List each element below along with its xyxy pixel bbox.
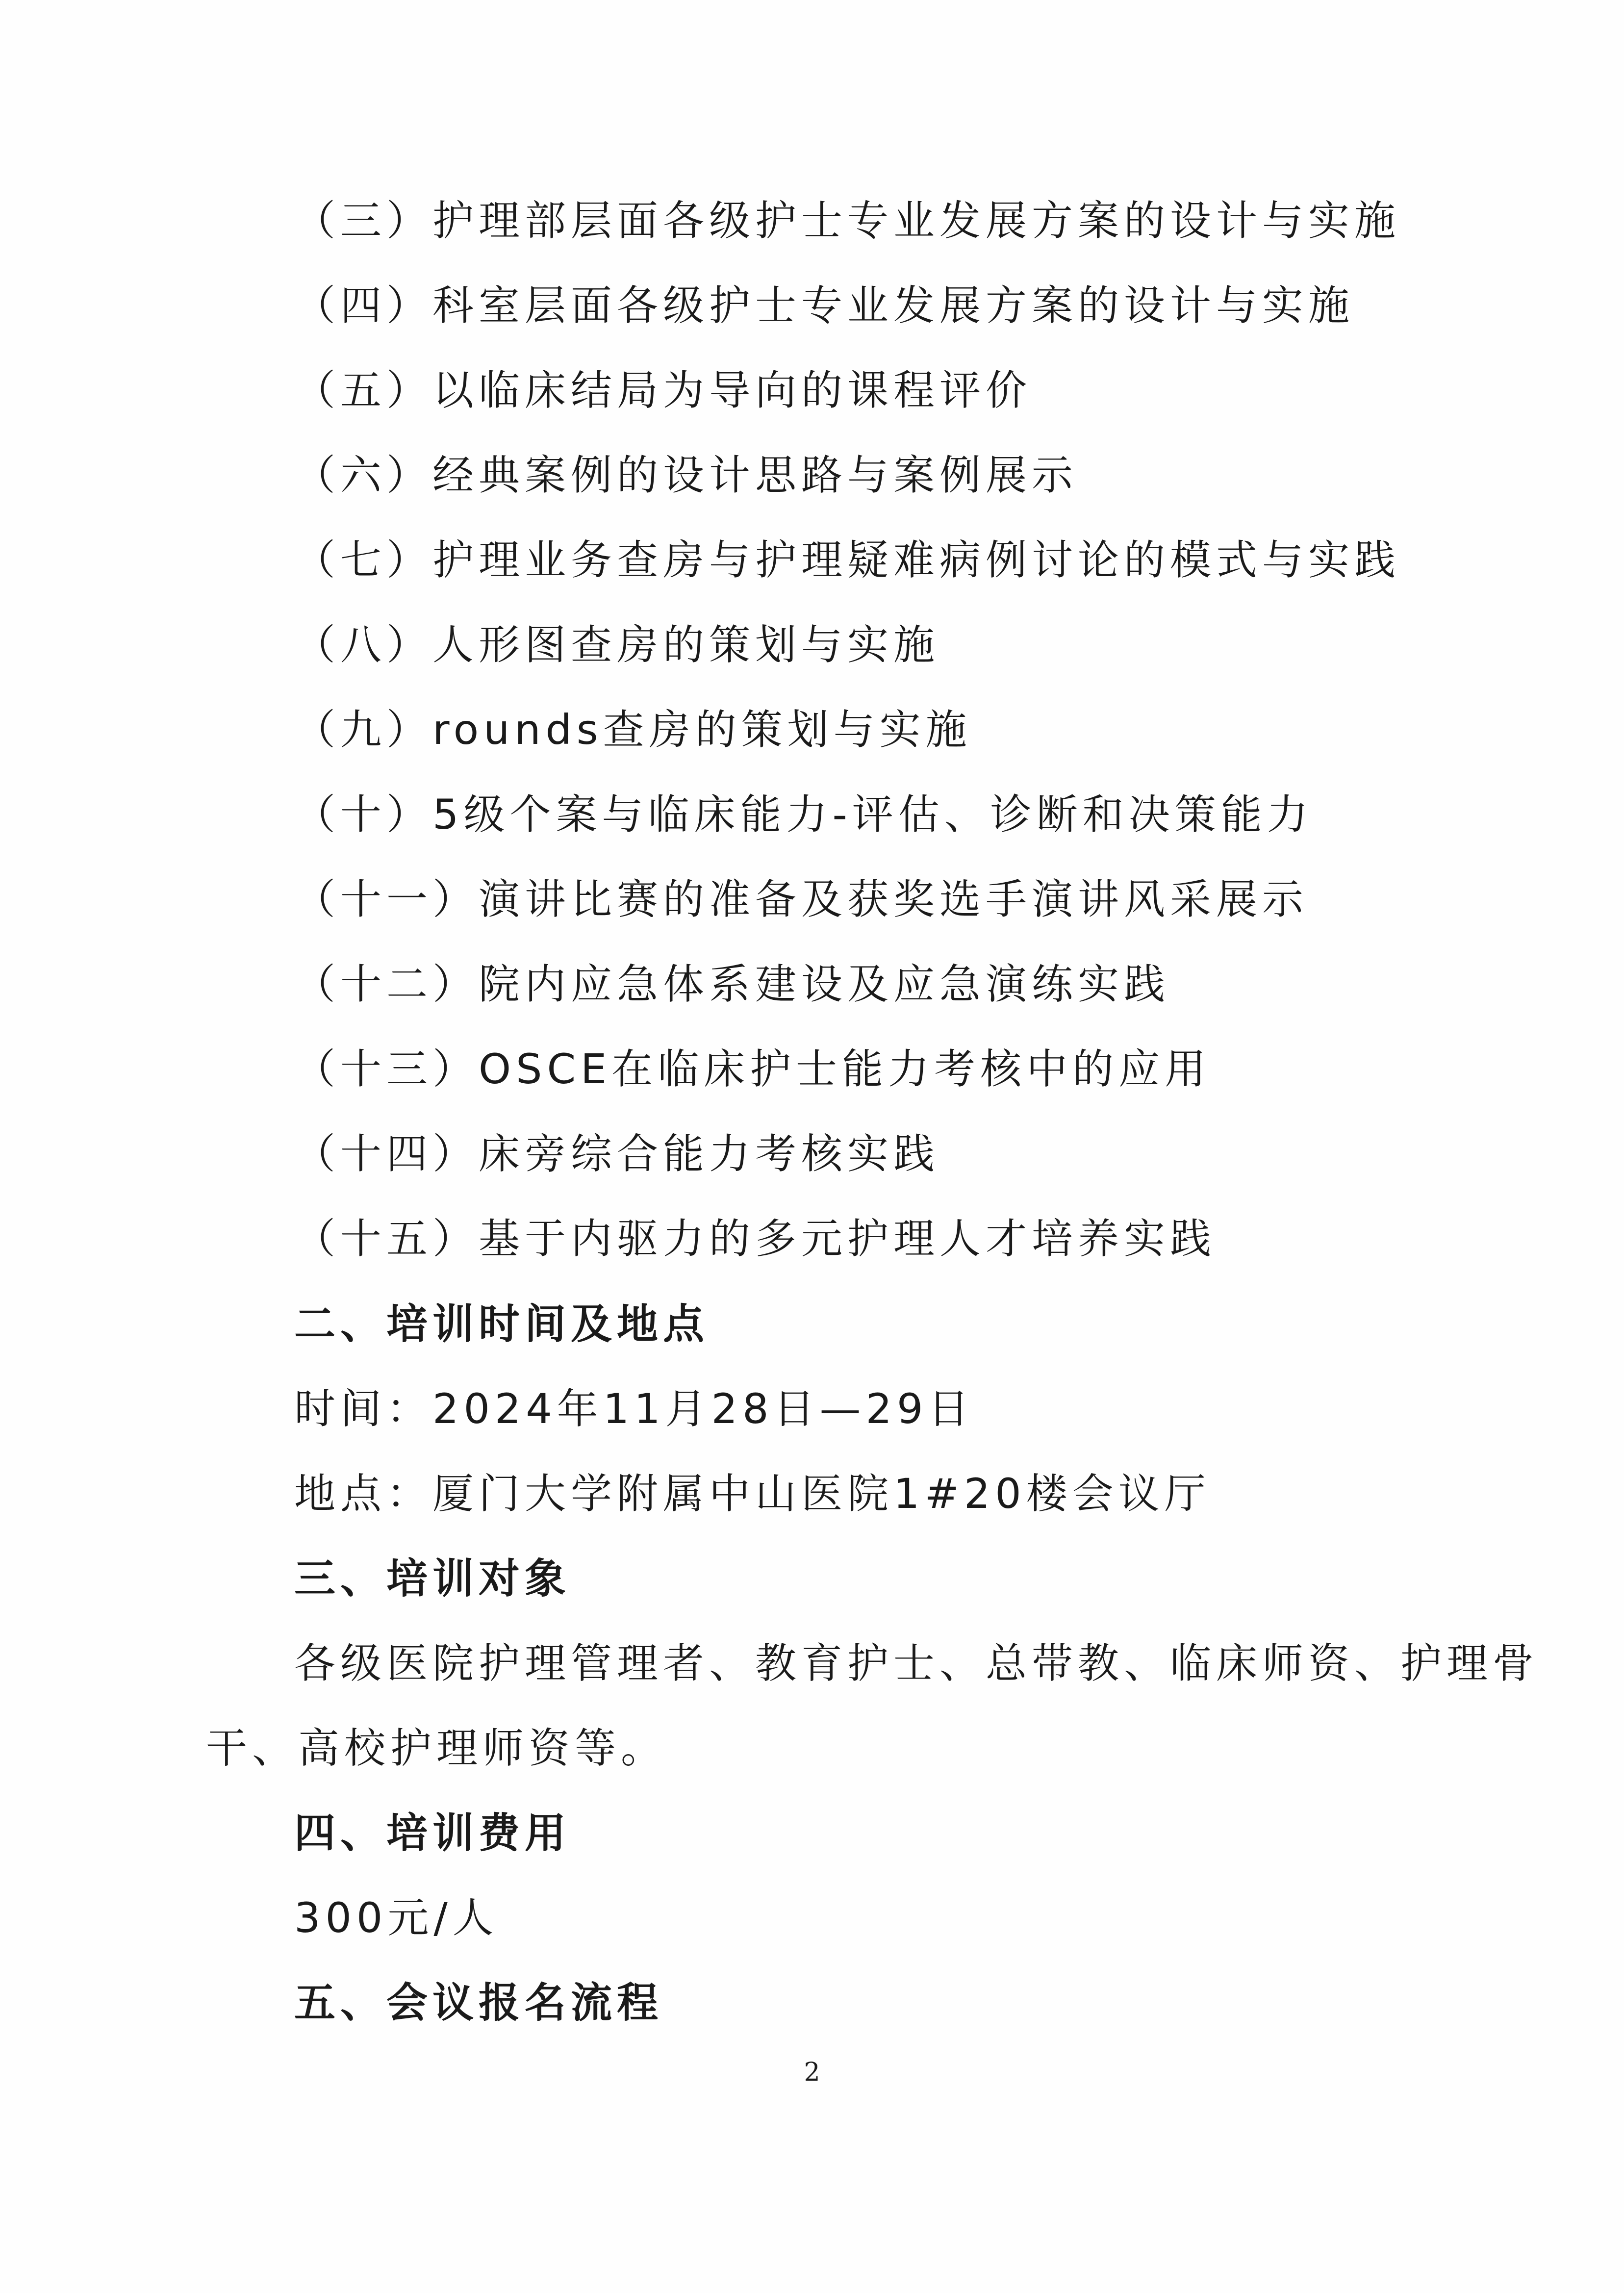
section-heading-audience: 三、培训对象 <box>294 1554 571 1603</box>
list-item: （十三）OSCE在临床护士能力考核中的应用 <box>294 1045 1211 1093</box>
page-number: 2 <box>804 2058 820 2087</box>
list-item: （十）5级个案与临床能力-评估、诊断和决策能力 <box>294 790 1313 839</box>
list-item: （五）以临床结局为导向的课程评价 <box>294 366 1032 414</box>
list-item: （十一）演讲比赛的准备及获奖选手演讲风采展示 <box>294 875 1309 923</box>
section-heading-registration: 五、会议报名流程 <box>294 1979 663 2027</box>
list-item: （十四）床旁综合能力考核实践 <box>294 1130 940 1178</box>
list-item: （九）rounds查房的策划与实施 <box>294 706 972 754</box>
list-item: （十二）院内应急体系建设及应急演练实践 <box>294 960 1170 1008</box>
section-heading-time-place: 二、培训时间及地点 <box>294 1300 710 1348</box>
audience-text-line1: 各级医院护理管理者、教育护士、总带教、临床师资、护理骨 <box>294 1639 1539 1687</box>
training-place: 地点：厦门大学附属中山医院1#20楼会议厅 <box>294 1470 1211 1518</box>
section-heading-fee: 四、培训费用 <box>294 1809 571 1857</box>
list-item: （三）护理部层面各级护士专业发展方案的设计与实施 <box>294 197 1401 245</box>
training-fee: 300元/人 <box>294 1894 499 1942</box>
list-item: （七）护理业务查房与护理疑难病例讨论的模式与实践 <box>294 536 1401 584</box>
training-time: 时间：2024年11月28日—29日 <box>294 1385 974 1433</box>
list-item: （八）人形图查房的策划与实施 <box>294 621 940 669</box>
list-item: （六）经典案例的设计思路与案例展示 <box>294 451 1078 499</box>
audience-text-line2: 干、高校护理师资等。 <box>206 1724 667 1772</box>
list-item: （十五）基于内驱力的多元护理人才培养实践 <box>294 1215 1217 1263</box>
list-item: （四）科室层面各级护士专业发展方案的设计与实施 <box>294 281 1355 330</box>
